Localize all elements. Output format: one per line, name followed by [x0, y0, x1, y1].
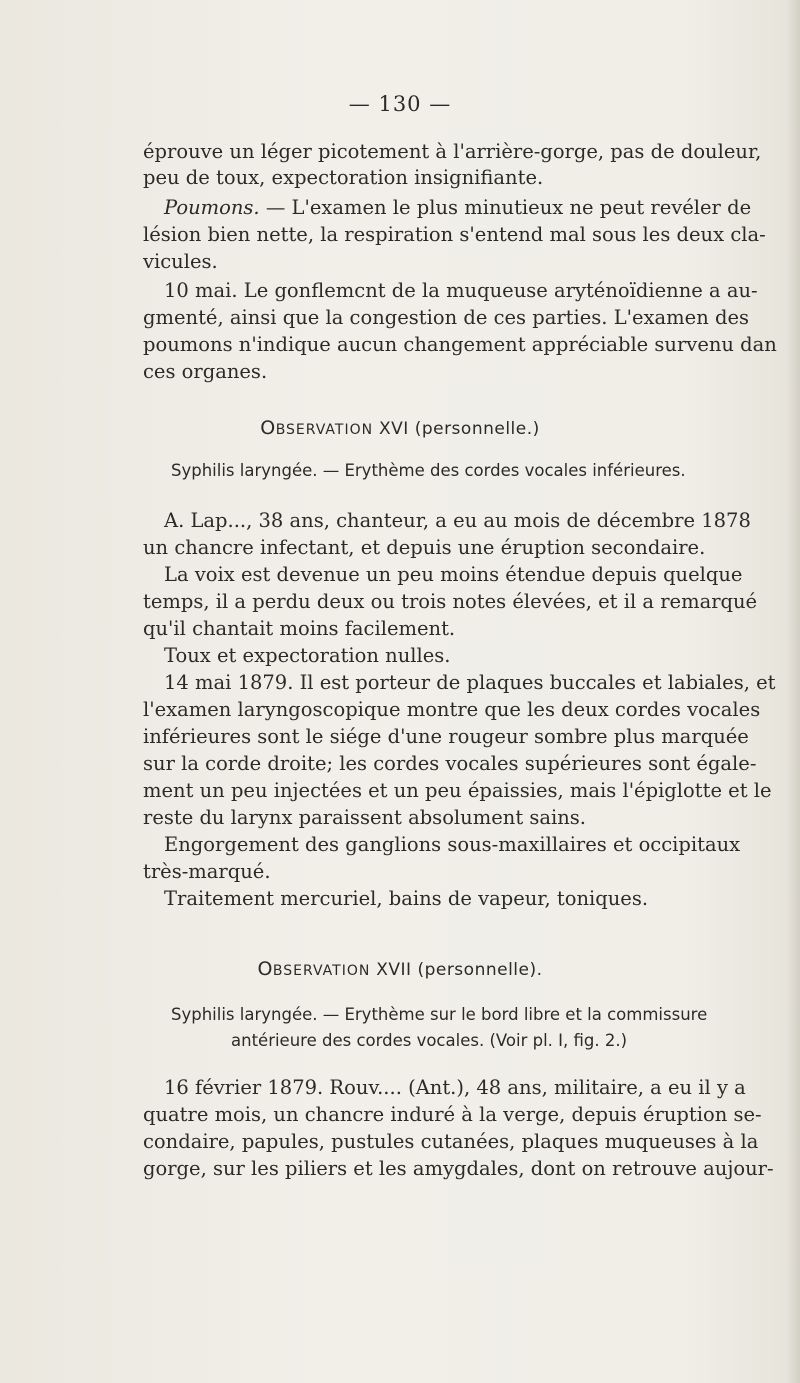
- text-line: gorge, sur les piliers et les amygdales, dont on retrouve aujour-: [143, 1157, 774, 1180]
- heading-number: XVII (personnelle).: [370, 960, 543, 980]
- text-line: poumons n'indique aucun changement appréciable survenu dan: [143, 333, 777, 356]
- heading-number: XVI (personnelle.): [373, 419, 540, 439]
- text-line: vicules.: [143, 250, 218, 273]
- text-line: peu de toux, expectoration insignifiante.: [143, 166, 544, 189]
- text-line: gmenté, ainsi que la congestion de ces parties. L'examen des: [143, 306, 749, 329]
- text-line: qu'il chantait moins facilement.: [143, 617, 456, 640]
- observation-16-subtitle: Syphilis laryngée. — Erythème des cordes vocales inférieures.: [171, 461, 686, 480]
- text-line: Traitement mercuriel, bains de vapeur, toniques.: [164, 887, 649, 910]
- observation-17-subtitle-line2: antérieure des cordes vocales. (Voir pl. I, fig. 2.): [231, 1031, 628, 1050]
- heading-initial: O: [257, 958, 273, 980]
- text-line: l'examen laryngoscopique montre que les deux cordes vocales: [143, 698, 761, 721]
- text-line: inférieures sont le siége d'une rougeur sombre plus marquée: [143, 725, 749, 748]
- text-line: Engorgement des ganglions sous-maxillaires et occipitaux: [164, 833, 741, 856]
- heading-smallcaps: BSERVATION: [275, 422, 374, 438]
- heading-smallcaps: BSERVATION: [272, 963, 371, 979]
- page-edge-shadow: [786, 0, 800, 1383]
- text-line: sur la corde droite; les cordes vocales supérieures sont égale-: [143, 752, 757, 775]
- text-line: La voix est devenue un peu moins étendue depuis quelque: [164, 563, 743, 586]
- text-line: 16 février 1879. Rouv.... (Ant.), 48 ans, militaire, a eu il y a: [164, 1076, 746, 1099]
- text-line: lésion bien nette, la respiration s'entend mal sous les deux cla-: [143, 223, 766, 246]
- text-line: 10 mai. Le gonflemcnt de la muqueuse aryténoïdienne a au-: [164, 279, 758, 302]
- page-number: — 130 —: [348, 92, 452, 116]
- poumons-label: Poumons.: [164, 196, 260, 219]
- text-line: très-marqué.: [143, 860, 271, 883]
- observation-17-heading: [0, 958, 800, 980]
- text-line: éprouve un léger picotement à l'arrière-gorge, pas de douleur,: [143, 140, 762, 163]
- text-line: quatre mois, un chancre induré à la verge, depuis éruption se-: [143, 1103, 762, 1126]
- text-line: ment un peu injectées et un peu épaissies, mais l'épiglotte et le: [143, 779, 772, 802]
- observation-17-subtitle-line1: Syphilis laryngée. — Erythème sur le bord libre et la commissure: [171, 1005, 708, 1024]
- observation-16-heading: [0, 417, 800, 439]
- text-span: — L'examen le plus minutieux ne peut revéler de: [259, 196, 752, 219]
- text-line: 14 mai 1879. Il est porteur de plaques buccales et labiales, et: [164, 671, 776, 694]
- text-line: ces organes.: [143, 360, 268, 383]
- text-line: A. Lap..., 38 ans, chanteur, a eu au mois de décembre 1878: [164, 509, 751, 532]
- text-line: condaire, papules, pustules cutanées, plaques muqueuses à la: [143, 1130, 759, 1153]
- text-line: Toux et expectoration nulles.: [164, 644, 451, 667]
- heading-initial: O: [260, 417, 276, 439]
- text-line: un chancre infectant, et depuis une éruption secondaire.: [143, 536, 706, 559]
- text-line: temps, il a perdu deux ou trois notes élevées, et il a remarqué: [143, 590, 758, 613]
- text-line: reste du larynx paraissent absolument sains.: [143, 806, 586, 829]
- poumons-paragraph: [164, 195, 751, 221]
